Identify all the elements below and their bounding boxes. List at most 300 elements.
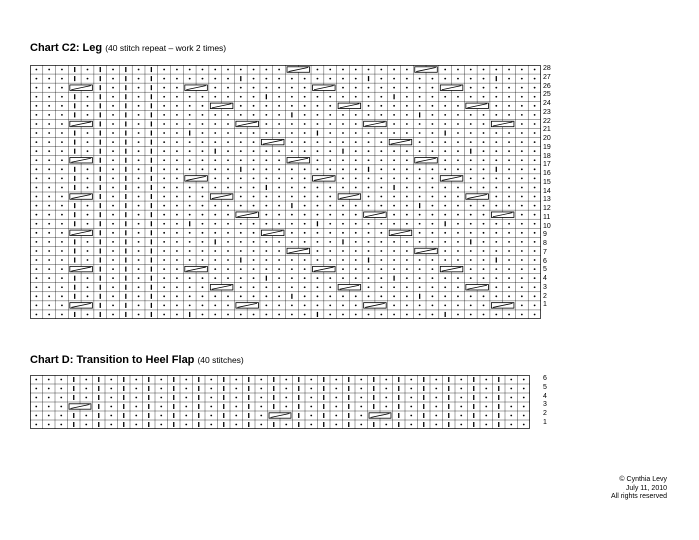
purl-symbol xyxy=(135,388,137,390)
purl-symbol xyxy=(278,177,280,179)
purl-symbol xyxy=(470,78,472,80)
purl-symbol xyxy=(406,114,408,116)
purl-symbol xyxy=(304,314,306,316)
purl-symbol xyxy=(419,241,421,243)
purl-symbol xyxy=(48,205,50,207)
purl-symbol xyxy=(406,105,408,107)
purl-symbol xyxy=(335,424,337,426)
purl-symbol xyxy=(35,379,37,381)
chart-c2-row-numbers xyxy=(543,65,551,310)
row-number: 18 xyxy=(543,152,551,160)
purl-symbol xyxy=(176,214,178,216)
purl-symbol xyxy=(240,286,242,288)
purl-symbol xyxy=(61,177,63,179)
purl-symbol xyxy=(393,259,395,261)
purl-symbol xyxy=(61,259,63,261)
purl-symbol xyxy=(176,286,178,288)
purl-symbol xyxy=(61,187,63,189)
purl-symbol xyxy=(189,96,191,98)
purl-symbol xyxy=(265,168,267,170)
purl-symbol xyxy=(235,406,237,408)
purl-symbol xyxy=(457,96,459,98)
purl-symbol xyxy=(60,424,62,426)
purl-symbol xyxy=(176,277,178,279)
purl-symbol xyxy=(304,286,306,288)
purl-symbol xyxy=(317,232,319,234)
purl-symbol xyxy=(227,114,229,116)
purl-symbol xyxy=(176,250,178,252)
purl-symbol xyxy=(227,168,229,170)
purl-symbol xyxy=(176,96,178,98)
purl-symbol xyxy=(485,406,487,408)
purl-symbol xyxy=(278,159,280,161)
purl-symbol xyxy=(35,78,37,80)
purl-symbol xyxy=(253,286,255,288)
purl-symbol xyxy=(304,196,306,198)
purl-symbol xyxy=(368,268,370,270)
purl-symbol xyxy=(210,388,212,390)
purl-symbol xyxy=(48,241,50,243)
purl-symbol xyxy=(495,114,497,116)
purl-symbol xyxy=(278,205,280,207)
purl-symbol xyxy=(495,205,497,207)
purl-symbol xyxy=(534,250,536,252)
purl-symbol xyxy=(419,87,421,89)
purl-symbol xyxy=(317,286,319,288)
purl-symbol xyxy=(87,114,89,116)
purl-symbol xyxy=(202,150,204,152)
purl-symbol xyxy=(410,379,412,381)
purl-symbol xyxy=(460,406,462,408)
purl-symbol xyxy=(393,214,395,216)
purl-symbol xyxy=(521,168,523,170)
purl-symbol xyxy=(380,159,382,161)
purl-symbol xyxy=(385,388,387,390)
purl-symbol xyxy=(342,159,344,161)
purl-symbol xyxy=(304,141,306,143)
purl-symbol xyxy=(214,250,216,252)
purl-symbol xyxy=(265,78,267,80)
purl-symbol xyxy=(61,141,63,143)
chart-c2-grid xyxy=(30,65,541,319)
purl-symbol xyxy=(163,314,165,316)
purl-symbol xyxy=(317,159,319,161)
purl-symbol xyxy=(285,379,287,381)
purl-symbol xyxy=(521,214,523,216)
purl-symbol xyxy=(444,187,446,189)
purl-symbol xyxy=(112,250,114,252)
purl-symbol xyxy=(240,150,242,152)
purl-symbol xyxy=(61,114,63,116)
purl-symbol xyxy=(342,295,344,297)
purl-symbol xyxy=(483,78,485,80)
purl-symbol xyxy=(304,268,306,270)
purl-symbol xyxy=(329,150,331,152)
copyright-date: July 11, 2010 xyxy=(625,484,667,492)
purl-symbol xyxy=(210,415,212,417)
purl-symbol xyxy=(342,187,344,189)
purl-symbol xyxy=(48,250,50,252)
purl-symbol xyxy=(368,96,370,98)
row-number: 24 xyxy=(543,100,551,107)
purl-symbol xyxy=(285,397,287,399)
purl-symbol xyxy=(508,295,510,297)
purl-symbol xyxy=(342,214,344,216)
purl-symbol xyxy=(278,214,280,216)
purl-symbol xyxy=(35,177,37,179)
purl-symbol xyxy=(304,241,306,243)
purl-symbol xyxy=(329,223,331,225)
purl-symbol xyxy=(495,277,497,279)
purl-symbol xyxy=(534,259,536,261)
purl-symbol xyxy=(112,69,114,71)
purl-symbol xyxy=(227,150,229,152)
purl-symbol xyxy=(444,259,446,261)
purl-symbol xyxy=(61,205,63,207)
purl-symbol xyxy=(368,277,370,279)
purl-symbol xyxy=(419,214,421,216)
purl-symbol xyxy=(521,78,523,80)
purl-symbol xyxy=(495,314,497,316)
purl-symbol xyxy=(60,397,62,399)
purl-symbol xyxy=(291,177,293,179)
purl-symbol xyxy=(138,250,140,252)
purl-symbol xyxy=(87,259,89,261)
purl-symbol xyxy=(265,314,267,316)
purl-symbol xyxy=(240,196,242,198)
purl-symbol xyxy=(260,424,262,426)
purl-symbol xyxy=(87,205,89,207)
purl-symbol xyxy=(304,87,306,89)
cable-cross-symbol xyxy=(313,266,336,271)
purl-symbol xyxy=(444,304,446,306)
row-number: 3 xyxy=(543,283,547,291)
purl-symbol xyxy=(202,205,204,207)
purl-symbol xyxy=(291,259,293,261)
purl-symbol xyxy=(495,250,497,252)
purl-symbol xyxy=(291,123,293,125)
purl-symbol xyxy=(202,187,204,189)
purl-symbol xyxy=(329,250,331,252)
purl-symbol xyxy=(163,87,165,89)
purl-symbol xyxy=(189,286,191,288)
purl-symbol xyxy=(393,123,395,125)
purl-symbol xyxy=(48,177,50,179)
purl-symbol xyxy=(185,415,187,417)
cable-cross-symbol xyxy=(491,121,514,126)
purl-symbol xyxy=(163,150,165,152)
purl-symbol xyxy=(495,69,497,71)
purl-symbol xyxy=(176,314,178,316)
purl-symbol xyxy=(291,196,293,198)
purl-symbol xyxy=(291,268,293,270)
purl-symbol xyxy=(189,78,191,80)
purl-symbol xyxy=(419,232,421,234)
purl-symbol xyxy=(368,159,370,161)
purl-symbol xyxy=(48,223,50,225)
purl-symbol xyxy=(406,205,408,207)
purl-symbol xyxy=(240,295,242,297)
purl-symbol xyxy=(495,96,497,98)
purl-symbol xyxy=(444,196,446,198)
purl-symbol xyxy=(138,87,140,89)
purl-symbol xyxy=(253,232,255,234)
purl-symbol xyxy=(112,241,114,243)
purl-symbol xyxy=(380,141,382,143)
purl-symbol xyxy=(202,159,204,161)
purl-symbol xyxy=(360,406,362,408)
purl-symbol xyxy=(380,268,382,270)
purl-symbol xyxy=(163,196,165,198)
purl-symbol xyxy=(355,223,357,225)
purl-symbol xyxy=(176,69,178,71)
purl-symbol xyxy=(87,286,89,288)
purl-symbol xyxy=(87,69,89,71)
purl-symbol xyxy=(310,415,312,417)
purl-symbol xyxy=(310,406,312,408)
purl-symbol xyxy=(253,241,255,243)
purl-symbol xyxy=(483,177,485,179)
purl-symbol xyxy=(460,424,462,426)
purl-symbol xyxy=(534,150,536,152)
purl-symbol xyxy=(534,304,536,306)
purl-symbol xyxy=(48,114,50,116)
purl-symbol xyxy=(112,96,114,98)
cable-cross-symbol xyxy=(70,121,93,126)
cable-cross-symbol xyxy=(70,303,93,308)
purl-symbol xyxy=(335,406,337,408)
purl-symbol xyxy=(329,196,331,198)
row-number: 3 xyxy=(543,401,547,409)
purl-symbol xyxy=(342,314,344,316)
purl-symbol xyxy=(189,105,191,107)
purl-symbol xyxy=(495,159,497,161)
cable-cross-symbol xyxy=(466,285,489,290)
purl-symbol xyxy=(202,196,204,198)
cable-cross-symbol xyxy=(236,121,259,126)
purl-symbol xyxy=(444,150,446,152)
purl-symbol xyxy=(432,105,434,107)
purl-symbol xyxy=(202,132,204,134)
purl-symbol xyxy=(510,424,512,426)
cable-cross-symbol xyxy=(70,266,93,271)
purl-symbol xyxy=(368,314,370,316)
purl-symbol xyxy=(444,96,446,98)
purl-symbol xyxy=(495,286,497,288)
purl-symbol xyxy=(304,78,306,80)
purl-symbol xyxy=(202,286,204,288)
purl-symbol xyxy=(253,259,255,261)
purl-symbol xyxy=(227,69,229,71)
purl-symbol xyxy=(393,268,395,270)
purl-symbol xyxy=(406,69,408,71)
purl-symbol xyxy=(419,277,421,279)
purl-symbol xyxy=(444,141,446,143)
cable-cross-symbol xyxy=(364,303,387,308)
purl-symbol xyxy=(185,406,187,408)
purl-symbol xyxy=(240,314,242,316)
purl-symbol xyxy=(185,388,187,390)
purl-symbol xyxy=(432,114,434,116)
purl-symbol xyxy=(444,214,446,216)
purl-symbol xyxy=(410,424,412,426)
chart-c2-subtitle: (40 stitch repeat – work 2 times) xyxy=(105,43,227,53)
purl-symbol xyxy=(163,205,165,207)
purl-symbol xyxy=(393,177,395,179)
cable-cross-symbol xyxy=(415,158,438,163)
purl-symbol xyxy=(410,415,412,417)
purl-symbol xyxy=(176,168,178,170)
purl-symbol xyxy=(368,241,370,243)
purl-symbol xyxy=(444,159,446,161)
purl-symbol xyxy=(240,205,242,207)
purl-symbol xyxy=(483,259,485,261)
purl-symbol xyxy=(163,286,165,288)
purl-symbol xyxy=(48,69,50,71)
purl-symbol xyxy=(61,223,63,225)
purl-symbol xyxy=(265,114,267,116)
purl-symbol xyxy=(368,205,370,207)
purl-symbol xyxy=(278,105,280,107)
purl-symbol xyxy=(406,132,408,134)
purl-symbol xyxy=(419,123,421,125)
purl-symbol xyxy=(380,295,382,297)
purl-symbol xyxy=(138,277,140,279)
purl-symbol xyxy=(202,168,204,170)
purl-symbol xyxy=(189,214,191,216)
purl-symbol xyxy=(360,397,362,399)
purl-symbol xyxy=(534,69,536,71)
purl-symbol xyxy=(470,250,472,252)
purl-symbol xyxy=(112,205,114,207)
purl-symbol xyxy=(508,250,510,252)
purl-symbol xyxy=(329,232,331,234)
purl-symbol xyxy=(406,78,408,80)
purl-symbol xyxy=(48,259,50,261)
purl-symbol xyxy=(355,187,357,189)
purl-symbol xyxy=(534,223,536,225)
cable-cross-symbol xyxy=(210,103,233,108)
purl-symbol xyxy=(521,304,523,306)
purl-symbol xyxy=(432,214,434,216)
purl-symbol xyxy=(227,277,229,279)
purl-symbol xyxy=(240,250,242,252)
purl-symbol xyxy=(291,168,293,170)
row-number: 17 xyxy=(543,161,551,169)
chart-c2-title-bold: Chart C2: Leg xyxy=(30,42,103,54)
purl-symbol xyxy=(138,232,140,234)
purl-symbol xyxy=(291,150,293,152)
cable-cross-symbol xyxy=(364,212,387,217)
row-number: 6 xyxy=(543,375,547,382)
purl-symbol xyxy=(483,214,485,216)
cable-cross-symbol xyxy=(210,194,233,199)
purl-symbol xyxy=(380,314,382,316)
purl-symbol xyxy=(355,304,357,306)
cable-cross-symbol xyxy=(389,230,412,235)
purl-symbol xyxy=(342,96,344,98)
purl-symbol xyxy=(291,78,293,80)
purl-symbol xyxy=(355,123,357,125)
purl-symbol xyxy=(534,87,536,89)
purl-symbol xyxy=(160,397,162,399)
purl-symbol xyxy=(138,205,140,207)
purl-symbol xyxy=(521,123,523,125)
purl-symbol xyxy=(138,159,140,161)
purl-symbol xyxy=(460,388,462,390)
purl-symbol xyxy=(48,314,50,316)
purl-symbol xyxy=(342,205,344,207)
purl-symbol xyxy=(112,268,114,270)
purl-symbol xyxy=(355,96,357,98)
purl-symbol xyxy=(304,96,306,98)
purl-symbol xyxy=(138,141,140,143)
purl-symbol xyxy=(185,424,187,426)
purl-symbol xyxy=(393,223,395,225)
cable-cross-symbol xyxy=(491,212,514,217)
purl-symbol xyxy=(61,196,63,198)
cable-cross-symbol xyxy=(287,67,310,72)
purl-symbol xyxy=(48,168,50,170)
purl-symbol xyxy=(214,205,216,207)
purl-symbol xyxy=(329,132,331,134)
purl-symbol xyxy=(534,241,536,243)
purl-symbol xyxy=(278,132,280,134)
purl-symbol xyxy=(202,69,204,71)
purl-symbol xyxy=(240,159,242,161)
purl-symbol xyxy=(419,78,421,80)
purl-symbol xyxy=(240,223,242,225)
purl-symbol xyxy=(380,187,382,189)
purl-symbol xyxy=(185,397,187,399)
purl-symbol xyxy=(355,177,357,179)
purl-symbol xyxy=(342,168,344,170)
purl-symbol xyxy=(534,196,536,198)
purl-symbol xyxy=(432,87,434,89)
purl-symbol xyxy=(457,168,459,170)
purl-symbol xyxy=(435,424,437,426)
purl-symbol xyxy=(85,424,87,426)
purl-symbol xyxy=(444,123,446,125)
purl-symbol xyxy=(163,105,165,107)
purl-symbol xyxy=(138,259,140,261)
purl-symbol xyxy=(278,304,280,306)
purl-symbol xyxy=(189,141,191,143)
cable-cross-symbol xyxy=(70,230,93,235)
purl-symbol xyxy=(160,424,162,426)
cable-cross-symbol xyxy=(210,285,233,290)
purl-symbol xyxy=(495,223,497,225)
purl-symbol xyxy=(185,379,187,381)
purl-symbol xyxy=(138,123,140,125)
purl-symbol xyxy=(291,232,293,234)
purl-symbol xyxy=(176,87,178,89)
purl-symbol xyxy=(253,314,255,316)
purl-symbol xyxy=(189,123,191,125)
purl-symbol xyxy=(317,69,319,71)
purl-symbol xyxy=(317,196,319,198)
purl-symbol xyxy=(435,406,437,408)
purl-symbol xyxy=(317,114,319,116)
purl-symbol xyxy=(189,205,191,207)
purl-symbol xyxy=(304,105,306,107)
purl-symbol xyxy=(214,232,216,234)
purl-symbol xyxy=(112,314,114,316)
purl-symbol xyxy=(432,286,434,288)
purl-symbol xyxy=(291,223,293,225)
purl-symbol xyxy=(35,96,37,98)
purl-symbol xyxy=(380,259,382,261)
